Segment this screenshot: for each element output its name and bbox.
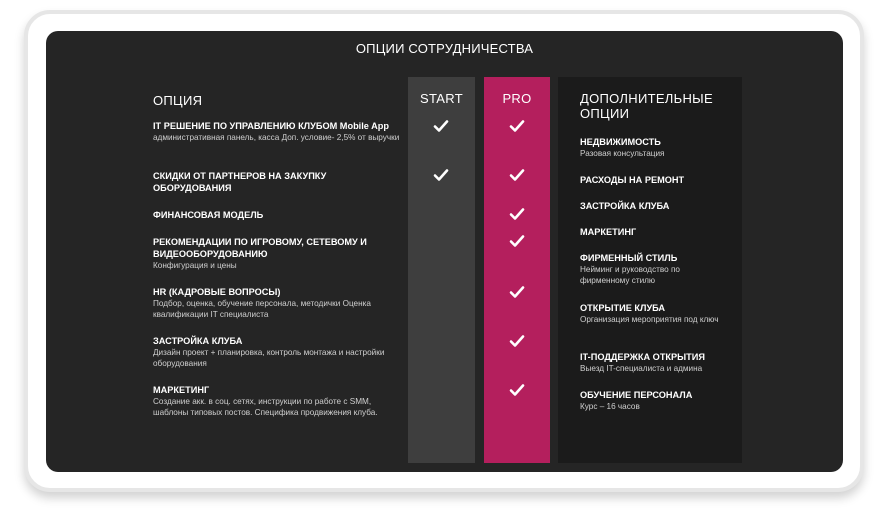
plan-column-start: [408, 77, 475, 463]
additional-option-subtitle: Курс – 16 часов: [580, 402, 640, 411]
option-subtitle: административная панель, касса Доп. условие- 2,5% от выручки: [153, 133, 400, 142]
additional-option-item: [580, 351, 730, 374]
option-title: ЗАСТРОЙКА КЛУБА: [153, 336, 243, 346]
option-subtitle: Дизайн проект + планировка, контроль монтажа и настройки оборудования: [153, 348, 385, 368]
checkmark-icon: [433, 167, 449, 183]
checkmark-icon: [433, 206, 449, 222]
additional-option-item: [580, 136, 730, 159]
additional-option-item: [580, 200, 730, 212]
additional-option-item: [580, 226, 730, 238]
additional-option-title: НЕДВИЖИМОСТЬ: [580, 137, 661, 147]
option-title: МАРКЕТИНГ: [153, 385, 210, 395]
additional-option-title: ОБУЧЕНИЕ ПЕРСОНАЛА: [580, 390, 693, 400]
checkmark-icon: [433, 233, 449, 249]
additional-option-item: [580, 389, 730, 412]
additional-option-item: [580, 252, 730, 286]
additional-option-title: ФИРМЕННЫЙ СТИЛЬ: [580, 253, 678, 263]
option-title: HR (КАДРОВЫЕ ВОПРОСЫ): [153, 287, 281, 297]
option-subtitle: Подбор, оценка, обучение персонала, методички Оценка квалификации IT специалиста: [153, 299, 371, 319]
checkmark-icon: [509, 333, 525, 349]
cooperation-options-panel: [46, 31, 843, 472]
plan-header-start: START: [420, 91, 463, 106]
option-title: СКИДКИ ОТ ПАРТНЕРОВ НА ЗАКУПКУ ОБОРУДОВАНИЯ: [153, 171, 327, 193]
additional-option-item: [580, 174, 730, 186]
checkmark-icon: [509, 284, 525, 300]
checkmark-icon: [509, 167, 525, 183]
checkmark-icon: [433, 118, 449, 134]
additional-option-subtitle: Организация мероприятия под ключ: [580, 315, 719, 324]
option-subtitle: Конфигурация и цены: [153, 261, 237, 270]
additional-option-item: [580, 302, 730, 325]
additional-option-subtitle: Разовая консультация: [580, 149, 665, 158]
plan-column-pro: [484, 77, 550, 463]
checkmark-icon: [433, 284, 449, 300]
additional-option-title: РАСХОДЫ НА РЕМОНТ: [580, 175, 685, 185]
option-row: [153, 209, 403, 221]
checkmark-icon: [509, 382, 525, 398]
options-header: ОПЦИЯ: [153, 93, 203, 108]
additional-option-subtitle: Выезд IT-специалиста и админа: [580, 364, 703, 373]
additional-option-title: IT-ПОДДЕРЖКА ОТКРЫТИЯ: [580, 352, 705, 362]
checkmark-icon: [433, 382, 449, 398]
option-row: [153, 384, 403, 418]
option-row: [153, 335, 403, 369]
additional-option-subtitle: Нейминг и руководство по фирменному стилю: [580, 265, 680, 285]
option-title: IT РЕШЕНИЕ ПО УПРАВЛЕНИЮ КЛУБОМ Mobile App: [153, 121, 389, 131]
option-row: [153, 120, 403, 143]
option-title: ФИНАНСОВАЯ МОДЕЛЬ: [153, 210, 264, 220]
additional-option-title: ЗАСТРОЙКА КЛУБА: [580, 201, 670, 211]
option-row: [153, 170, 403, 194]
plan-header-pro: PRO: [502, 91, 532, 106]
option-subtitle: Создание акк. в соц. сетях, инструкции по работе с SMM, шаблоны типовых постов. Специфика продвижения клуба.: [153, 397, 378, 417]
checkmark-icon: [433, 333, 449, 349]
checkmark-icon: [509, 233, 525, 249]
checkmark-icon: [509, 206, 525, 222]
additional-option-title: МАРКЕТИНГ: [580, 227, 637, 237]
option-row: [153, 286, 403, 320]
checkmark-icon: [509, 118, 525, 134]
page-title: ОПЦИИ СОТРУДНИЧЕСТВА: [355, 41, 534, 56]
option-row: [153, 236, 403, 271]
additional-options-column: [558, 77, 742, 463]
option-title: РЕКОМЕНДАЦИИ ПО ИГРОВОМУ, СЕТЕВОМУ И ВИДЕООБОРУДОВАНИЮ: [153, 237, 367, 259]
additional-options-header: ДОПОЛНИТЕЛЬНЫЕ ОПЦИИ: [580, 91, 713, 121]
additional-option-title: ОТКРЫТИЕ КЛУБА: [580, 303, 666, 313]
